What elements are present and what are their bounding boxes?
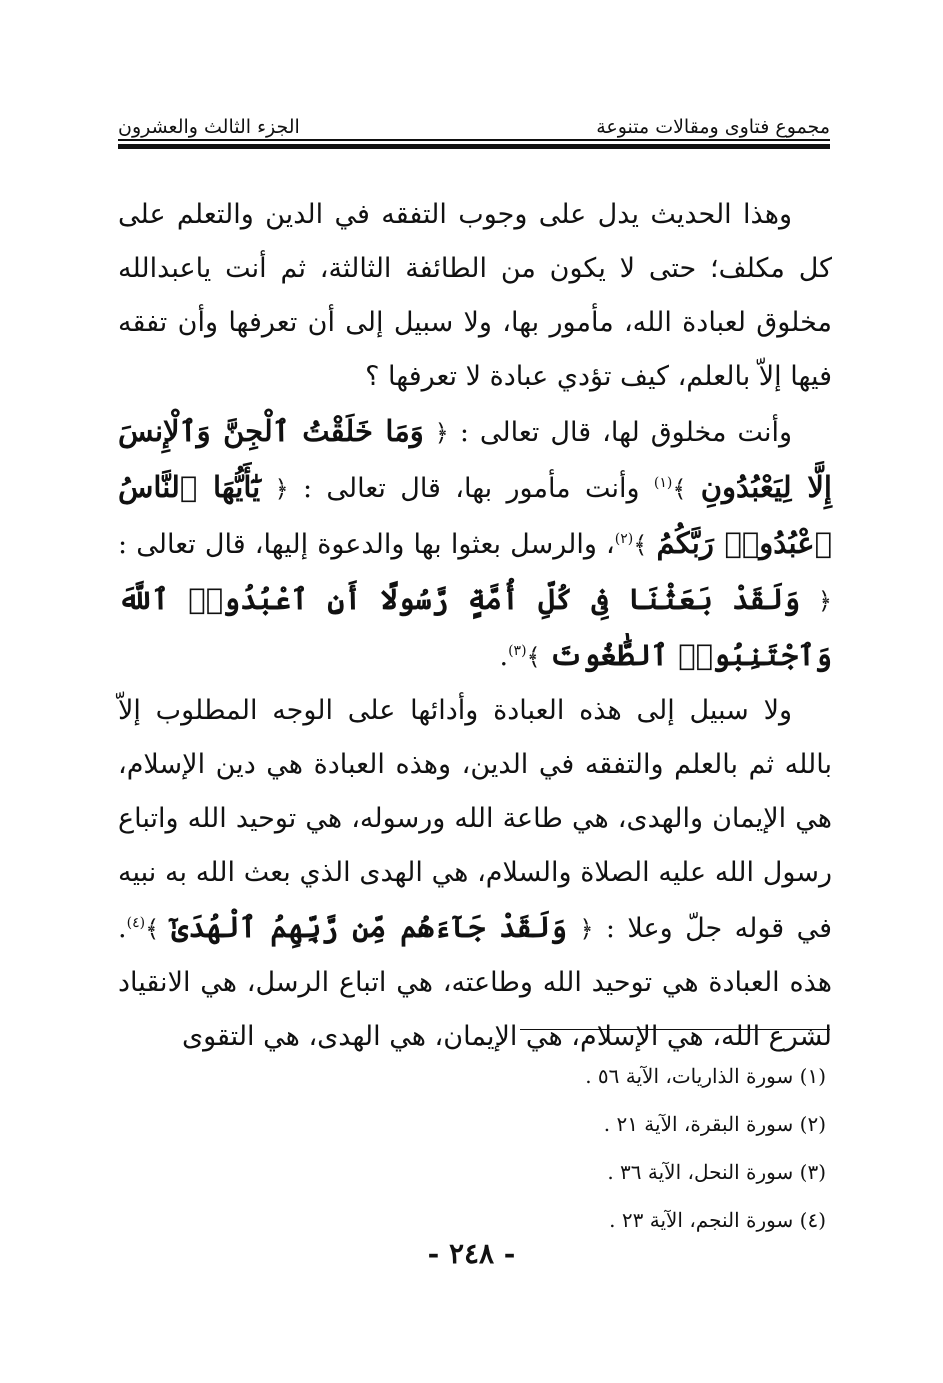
text-run: ولا سبيل إلى هذه العبادة وأدائها على الوجه المطلوب إلاّ بالله ثم بالعلم والتفقه في الدين، وهذه العبادة هي دين الإسلام، هي الإيمان والهدى، هي طاعة الله ورسوله، هي توحيد الله واتباع رسول الله عليه الصلاة والسلام، هي الهدى الذي بعث الله به نبيه في قوله جلّ وعلا : <box>118 695 832 944</box>
quran-verse-4: وَلَقَدْ جَآءَهُم مِّن رَّبِّهِمُ ٱلْهُدَىٰٓ <box>171 910 568 944</box>
footnote-4: (٤) سورة النجم، الآية ٢٣ . <box>609 1208 826 1232</box>
paragraph-2 <box>118 404 832 684</box>
text-run: وأنت مأمور بها، قال تعالى : <box>288 473 654 504</box>
text-run: وأنت مخلوق لها، قال تعالى : <box>448 417 793 448</box>
footnote-1: (١) سورة الذاريات، الآية ٥٦ . <box>585 1064 826 1088</box>
footnote-ref-3[interactable]: (٣) <box>508 643 527 659</box>
header-rule-thick <box>118 144 830 149</box>
text-run: . هذه العبادة هي توحيد الله وطاعته، هي اتباع الرسل، هي الانقياد لشرع الله، هي الإسلام، هي الإيمان، هي الهدى، هي التقوى <box>118 913 832 1052</box>
quran-close-bracket: ﴾ <box>145 915 160 943</box>
quran-verse-1: وَمَا خَلَقْتُ ٱلْجِنَّ وَٱلْإِنسَ إِلَّا لِيَعْبُدُونِ <box>118 414 832 504</box>
book-title: مجموع فتاوى ومقالات متنوعة <box>596 116 830 138</box>
main-text <box>118 188 832 1064</box>
text-run: ، والرسل بعثوا بها والدعوة إليها، قال تعالى : <box>118 529 615 560</box>
quran-verse-3: وَلَقَدْ بَعَثْنَا فِى كُلِّ أُمَّةٍ رَّسُولًا أَنِ ٱعْبُدُوا۟ ٱللَّهَ وَٱجْتَنِبُوا۟ ٱلطَّٰغُوتَ <box>118 582 832 672</box>
quran-open-bracket: ﴿ <box>817 587 832 615</box>
footnote-separator <box>520 1029 830 1030</box>
quran-close-bracket: ﴾ <box>526 643 541 671</box>
quran-open-bracket: ﴿ <box>274 475 289 503</box>
running-header <box>118 104 830 138</box>
quran-close-bracket: ﴾ <box>672 475 687 503</box>
quran-verse-2: يَٰٓأَيُّهَا ٱلنَّاسُ ٱعْبُدُوا۟ رَبَّكُمُ <box>118 470 832 560</box>
volume-label: الجزء الثالث والعشرون <box>118 116 300 138</box>
text-run: . <box>499 641 509 672</box>
quran-open-bracket: ﴿ <box>434 419 449 447</box>
quran-open-bracket: ﴿ <box>579 915 594 943</box>
footnote-ref-1[interactable]: (١) <box>653 475 673 491</box>
page-number: - ٢٤٨ - <box>427 1237 516 1270</box>
footnote-2: (٢) سورة البقرة، الآية ٢١ . <box>603 1112 826 1136</box>
paragraph-1: وهذا الحديث يدل على وجوب التفقه في الدين والتعلم على كل مكلف؛ حتى لا يكون من الطائفة الثالثة، ثم أنت ياعبدالله مخلوق لعبادة الله، مأمور بها، ولا سبيل إلى أن تعرفها وأن تفقه فيها إلاّ بالعلم، كيف تؤدي عبادة لا تعرفها ؟ <box>118 199 832 392</box>
footnote-ref-4[interactable]: (٤) <box>126 915 146 931</box>
quran-close-bracket: ﴾ <box>633 531 648 559</box>
paragraph-3 <box>118 684 832 1064</box>
footnote-3: (٣) سورة النحل، الآية ٣٦ . <box>607 1160 826 1184</box>
footnote-ref-2[interactable]: (٢) <box>614 531 634 547</box>
header-rule-thin <box>118 139 830 141</box>
footnotes <box>118 1052 832 1244</box>
